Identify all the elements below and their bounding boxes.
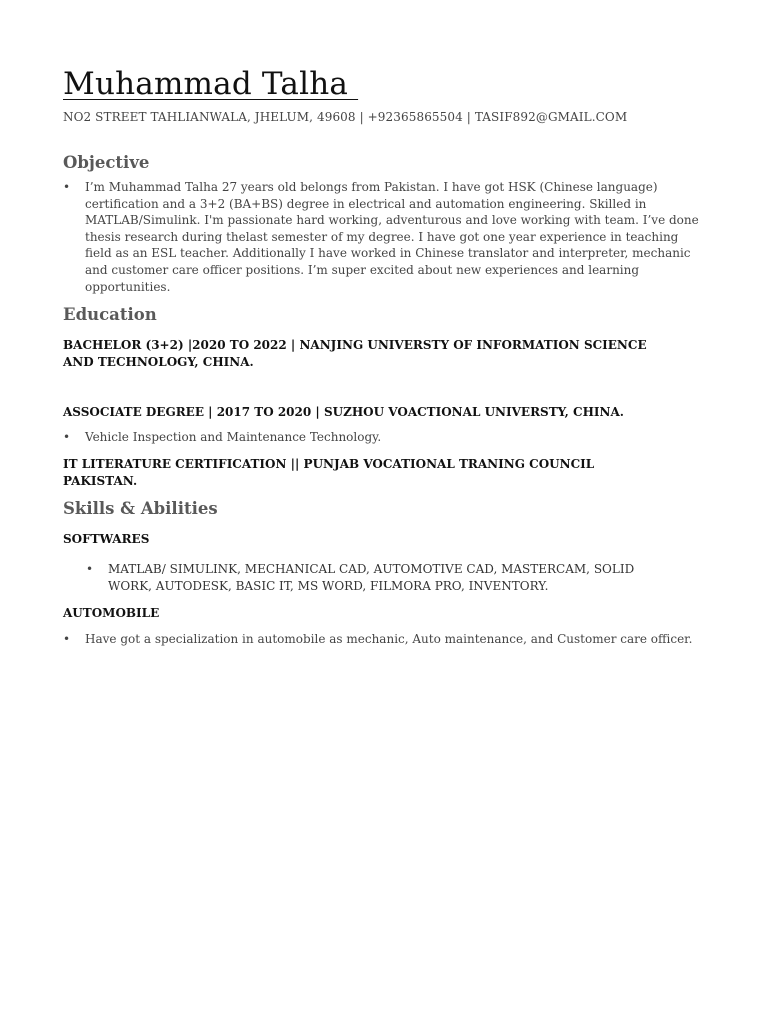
objective-item [63, 179, 703, 295]
automobile-label: AUTOMOBILE [63, 606, 160, 620]
softwares-item [86, 561, 666, 594]
bullet-icon: • [63, 632, 71, 646]
skills-heading: Skills & Abilities [63, 499, 218, 518]
it-certification: IT LITERATURE CERTIFICATION || PUNJAB VOCATIONAL TRANING COUNCIL PAKISTAN. [63, 457, 595, 488]
softwares-label: SOFTWARES [63, 532, 150, 546]
associate-detail-item [63, 429, 703, 446]
objective-text: I’m Muhammad Talha 27 years old belongs from Pakistan. I have got HSK (Chinese language) certification and a 3+2 (BA+BS) degree in electrical and automation engineering. Skilled in MATLAB/Simulink. I'm passionate hard working, adventurous and love working with team. I’ve done thesis research during thelast semester of my degree. I have got one year experience in teaching field as an ESL teacher. Additionally I have worked in Chinese translator and interpreter, mechanic and customer care officer positions. I’m super excited about new experiences and learning opportunities. [85, 180, 699, 294]
bullet-icon: • [63, 430, 71, 444]
education-heading: Education [63, 305, 157, 324]
automobile-text: Have got a specialization in automobile as mechanic, Auto maintenance, and Customer care officer. [85, 632, 693, 646]
bachelor-degree: BACHELOR (3+2) |2020 TO 2022 | NANJING UNIVERSTY OF INFORMATION SCIENCE AND TECHNOLOGY, CHINA. [63, 338, 647, 369]
softwares-text: MATLAB/ SIMULINK, MECHANICAL CAD, AUTOMOTIVE CAD, MASTERCAM, SOLID WORK, AUTODESK, BASIC IT, MS WORD, FILMORA PRO, INVENTORY. [108, 562, 635, 593]
candidate-name: Muhammad Talha [63, 66, 359, 102]
associate-degree: ASSOCIATE DEGREE | 2017 TO 2020 | SUZHOU VOACTIONAL UNIVERSTY, CHINA. [63, 405, 624, 419]
bullet-icon: • [63, 180, 71, 194]
contact-info: NO2 STREET TAHLIANWALA, JHELUM, 49608 | +92365865504 | TASIF892@GMAIL.COM [63, 110, 628, 124]
bullet-icon: • [86, 562, 94, 576]
associate-detail-text: Vehicle Inspection and Maintenance Technology. [85, 430, 382, 444]
objective-heading: Objective [63, 153, 150, 172]
automobile-item [63, 631, 703, 648]
